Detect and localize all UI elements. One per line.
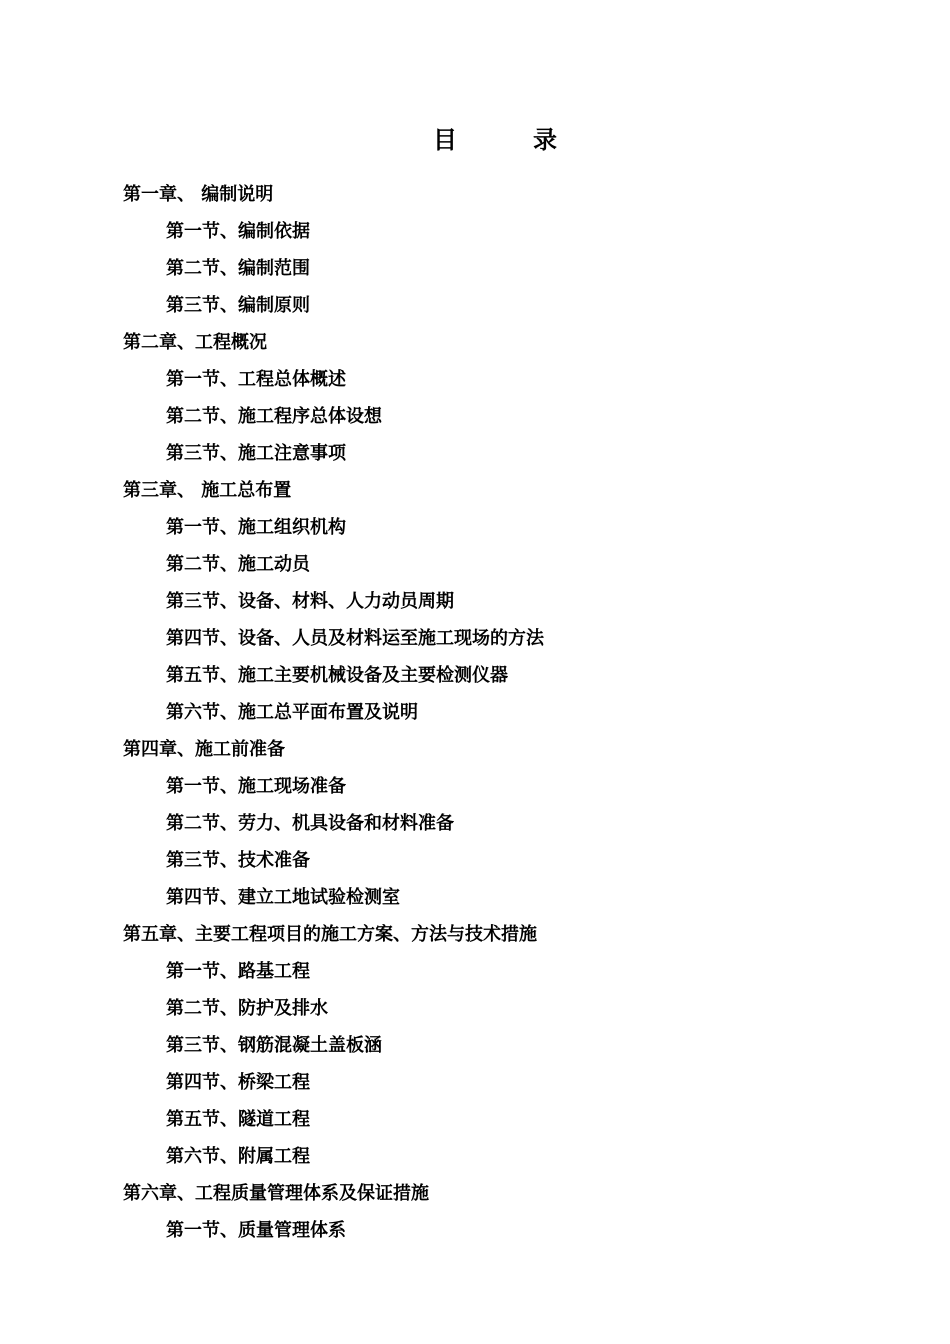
toc-section-entry[interactable]: 第六节、施工总平面布置及说明 [166, 702, 418, 723]
toc-section-entry[interactable]: 第四节、设备、人员及材料运至施工现场的方法 [166, 628, 544, 649]
toc-section-entry[interactable]: 第三节、技术准备 [166, 850, 310, 871]
toc-chapter-entry[interactable]: 第一章、 编制说明 [123, 184, 274, 205]
toc-section-entry[interactable]: 第三节、编制原则 [166, 295, 310, 316]
toc-section-entry[interactable]: 第三节、钢筋混凝土盖板涵 [166, 1035, 382, 1056]
toc-chapter-entry[interactable]: 第六章、工程质量管理体系及保证措施 [123, 1183, 429, 1204]
toc-section-entry[interactable]: 第一节、工程总体概述 [166, 369, 346, 390]
toc-section-entry[interactable]: 第三节、设备、材料、人力动员周期 [166, 591, 454, 612]
toc-section-entry[interactable]: 第六节、附属工程 [166, 1146, 310, 1167]
toc-chapter-entry[interactable]: 第三章、 施工总布置 [123, 480, 292, 501]
toc-section-entry[interactable]: 第一节、施工组织机构 [166, 517, 346, 538]
toc-section-entry[interactable]: 第一节、质量管理体系 [166, 1220, 346, 1241]
toc-section-entry[interactable]: 第五节、施工主要机械设备及主要检测仪器 [166, 665, 508, 686]
toc-section-entry[interactable]: 第一节、施工现场准备 [166, 776, 346, 797]
toc-section-entry[interactable]: 第四节、桥梁工程 [166, 1072, 310, 1093]
toc-chapter-entry[interactable]: 第二章、工程概况 [123, 332, 267, 353]
toc-section-entry[interactable]: 第五节、隧道工程 [166, 1109, 310, 1130]
toc-section-entry[interactable]: 第一节、编制依据 [166, 221, 310, 242]
table-of-contents [0, 176, 950, 1249]
toc-section-entry[interactable]: 第三节、施工注意事项 [166, 443, 346, 464]
toc-section-entry[interactable]: 第二节、劳力、机具设备和材料准备 [166, 813, 454, 834]
toc-section-entry[interactable]: 第二节、防护及排水 [166, 998, 328, 1019]
toc-section-entry[interactable]: 第一节、路基工程 [166, 961, 310, 982]
toc-section-entry[interactable]: 第二节、编制范围 [166, 258, 310, 279]
toc-section-entry[interactable]: 第四节、建立工地试验检测室 [166, 887, 400, 908]
toc-section-entry[interactable]: 第二节、施工程序总体设想 [166, 406, 382, 427]
toc-chapter-entry[interactable]: 第四章、施工前准备 [123, 739, 285, 760]
toc-section-entry[interactable]: 第二节、施工动员 [166, 554, 310, 575]
toc-title: 目 录 [433, 126, 583, 154]
toc-chapter-entry[interactable]: 第五章、主要工程项目的施工方案、方法与技术措施 [123, 924, 537, 945]
